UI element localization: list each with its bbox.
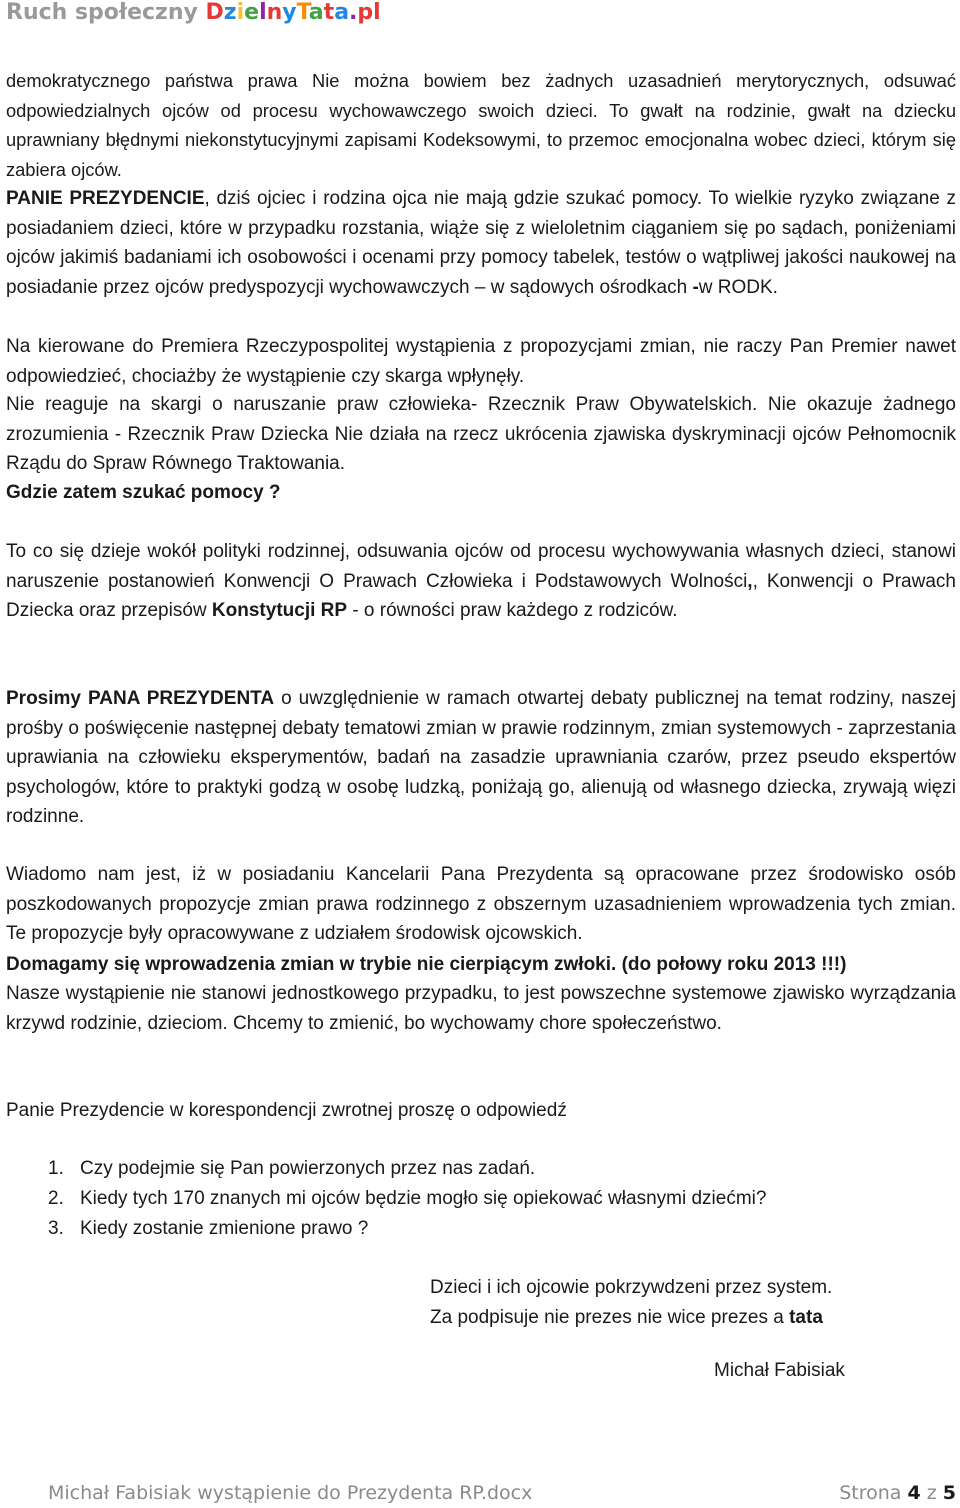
- closing-line-2: [430, 1303, 832, 1333]
- paragraph-11: Panie Prezydencie w korespondencji zwrotnej proszę o odpowiedź: [6, 1100, 567, 1121]
- brand-letter: a: [334, 0, 350, 25]
- paragraph-2-text: , dziś ojciec i rodzina ojca nie mają gdzie szukać pomocy. To wielkie ryzyko związane z posiadaniem dzieci, które w przypadku rozstania, wiąże się z wieloletnim ciąganiem się po sądach, poniżeniami ojców jakimiś badaniami ich osobowości i ocenami przy pomocy tabelek, testów o wątpliwej jakości naukowej na posiadanie przez ojców predyspozycji wychowawczych – w sądowych ośrodkach: [6, 188, 956, 298]
- paragraph-6-text-b: , Konwencji o Prawach Dziecka oraz przepisów: [6, 570, 956, 621]
- paragraph-9: Domagamy się wprowadzenia zmian w trybie nie cierpiącym zwłoki. (do połowy roku 2013 !!!): [6, 954, 847, 975]
- paragraph-7-bold: Prosimy PANA PREZYDENTA: [6, 688, 275, 709]
- question-heading: Gdzie zatem szukać pomocy ?: [6, 482, 281, 503]
- footer-page-sep: z: [920, 1482, 943, 1504]
- list-item-text: Czy podejmie się Pan powierzonych przez nas zadań.: [80, 1158, 536, 1179]
- paragraph-2-dash: -: [692, 276, 699, 298]
- paragraph-7-text: o uwzględnienie w ramach otwartej debaty publicznej na temat rodziny, naszej prośby o poświęcenie następnej debaty tematowi zmian w prawie rodzinnym, zmian systemowych - zaprzestania uprawiania na człowieku eksperymentów, badań na zasadzie uprawniania czarów, przez pseudo ekspertów psychologów, które to praktyki godzą w osobę ludzką, poniżają go, alienują od własnego dziecka, zrywają więzi rodzinne.: [6, 688, 956, 827]
- list-item-number: 2.: [48, 1188, 64, 1209]
- paragraph-1: demokratycznego państwa prawa Nie można bowiem bez żadnych uzasadnień merytorycznych, odsuwać odpowiedzialnych ojców od procesu wychowawczego swoich dzieci. To gwałt na rodzinie, gwałt na dziecku uprawniany błędnymi niekonstytucyjnymi zapisami Kodeksowymi, to przemoc emocjonalna wobec dzieci, którym się zabiera ojców.: [6, 70, 956, 180]
- brand-letter: n: [266, 0, 283, 25]
- list-item: [48, 1214, 766, 1244]
- list-item-number: 3.: [48, 1218, 64, 1239]
- paragraph-5: [6, 478, 956, 508]
- brand-letter: y: [282, 0, 297, 25]
- brand-letter: .: [349, 0, 358, 25]
- paragraph-2: [6, 184, 956, 302]
- list-item-text: Kiedy zostanie zmienione prawo ?: [80, 1218, 369, 1239]
- paragraph-7: [6, 684, 956, 832]
- paragraph-6: [6, 537, 956, 626]
- brand-letter: t: [323, 0, 335, 25]
- question-list: [48, 1154, 766, 1244]
- paragraph-6-comma: ,: [747, 570, 753, 592]
- header-prefix: Ruch społeczny: [6, 0, 206, 25]
- paragraph-6-text-a: To co się dzieje wokół polityki rodzinnej, odsuwania ojców od procesu wychowywania własnych dzieci, stanowi naruszenie postanowień Konwencji O Prawach Człowieka i Podstawowych Wolności: [6, 541, 956, 592]
- brand-letter: z: [223, 0, 237, 25]
- list-item-text: Kiedy tych 170 znanych mi ojców będzie mogło się opiekować własnymi dziećmi?: [80, 1188, 767, 1209]
- site-header: [6, 0, 381, 34]
- list-item-number: 1.: [48, 1158, 64, 1179]
- footer-page-label: Strona: [839, 1482, 908, 1504]
- brand-letter: D: [205, 0, 224, 25]
- footer-page-total: 5: [942, 1482, 956, 1504]
- brand-letter: l: [259, 0, 267, 25]
- footer-page-current: 4: [907, 1482, 921, 1504]
- brand-letter: l: [373, 0, 381, 25]
- brand-letter: a: [308, 0, 324, 25]
- brand-letter: T: [296, 0, 309, 25]
- brand-logo-text: [206, 0, 381, 25]
- brand-letter: e: [244, 0, 260, 25]
- closing-block: [430, 1273, 832, 1332]
- brand-letter: p: [357, 0, 374, 25]
- paragraph-4: Nie reaguje na skargi o naruszanie praw człowieka- Rzecznik Praw Obywatelskich. Nie okazuje żadnego zrozumienia - Rzecznik Praw Dziecka Nie działa na rzecz ukrócenia zjawiska dyskryminacji ojców Pełnomocnik Rządu do Spraw Równego Traktowania.: [6, 394, 956, 474]
- paragraph-2-end: w RODK.: [698, 276, 778, 298]
- paragraph-10: Nasze wystąpienie nie stanowi jednostkowego przypadku, to jest powszechne systemowe zjawisko wyrządzania krzywd rodzinie, dzieciom. Chcemy to zmienić, bo wychowamy chore społeczeństwo.: [6, 983, 956, 1034]
- list-item: [48, 1184, 766, 1214]
- paragraph-8: Wiadomo nam jest, iż w posiadaniu Kancelarii Pana Prezydenta są opracowane przez środowisko osób poszkodowanych propozycje zmian prawa rodzinnego z obszernym uzasadnieniem wprowadzenia tych zmian. Te propozycje były opracowywane z udziałem środowisk ojcowskich.: [6, 864, 956, 944]
- footer-page-number: [839, 1482, 956, 1504]
- brand-letter: i: [236, 0, 245, 25]
- list-item: [48, 1154, 766, 1184]
- signer-name: Michał Fabisiak: [714, 1360, 845, 1381]
- closing-line-2-text: Za podpisuje nie prezes nie wice prezes a: [430, 1306, 790, 1328]
- paragraph-2-bold: PANIE PREZYDENCIE: [6, 188, 205, 209]
- paragraph-6-text-c: - o równości praw każdego z rodziców.: [347, 600, 678, 621]
- closing-line-1: Dzieci i ich ojcowie pokrzywdzeni przez system.: [430, 1277, 833, 1298]
- footer-document-name: Michał Fabisiak wystąpienie do Prezydenta RP.docx: [48, 1482, 533, 1504]
- closing-line-2-bold: tata: [789, 1306, 823, 1328]
- paragraph-3: Na kierowane do Premiera Rzeczypospolitej wystąpienia z propozycjami zmian, nie raczy Pan Premier nawet odpowiedzieć, chociażby że wystąpienie czy skarga wpłynęły.: [6, 336, 956, 387]
- paragraph-6-bold: Konstytucji RP: [211, 600, 348, 621]
